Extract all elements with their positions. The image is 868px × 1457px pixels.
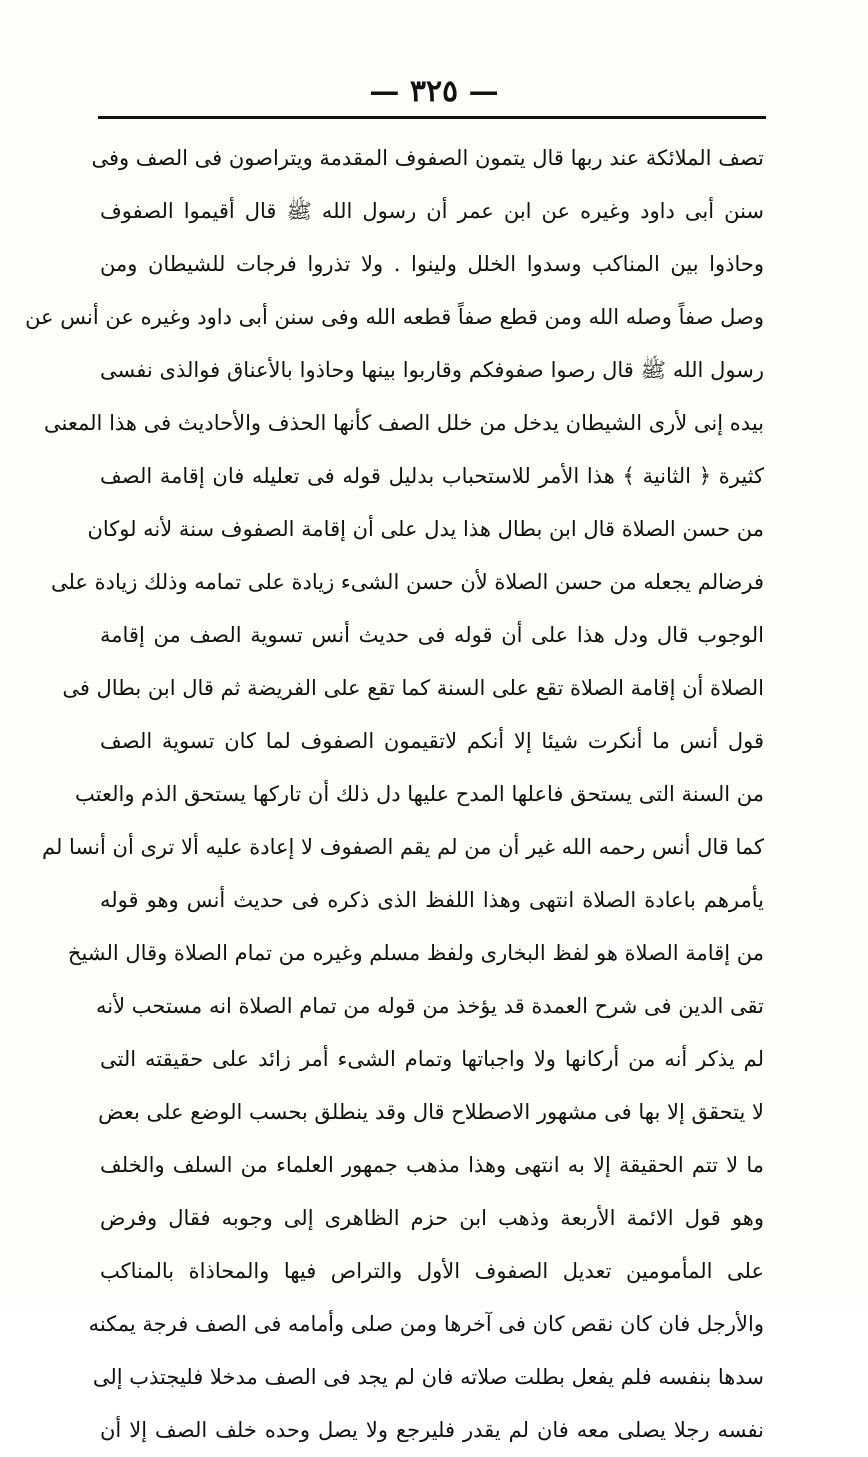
text-line: وحاذوا بين المناكب وسدوا الخلل ولينوا . ولا تذروا فرجات للشيطان ومن (100, 252, 764, 276)
header-rule (98, 116, 766, 119)
text-line: كثيرة ﴿ الثانية ﴾ هذا الأمر للاستحباب بدليل قوله فى تعليله فان إقامة الصف (100, 464, 764, 488)
text-line: الصلاة أن إقامة الصلاة تقع على السنة كما تقع على الفريضة ثم قال ابن بطال فى (62, 676, 764, 700)
text-line: الوجوب قال ودل هذا على أن قوله فى حديث أنس تسوية الصف من إقامة (100, 623, 764, 647)
text-line: لا يتحقق إلا بها فى مشهور الاصطلاح قال وقد ينطلق بحسب الوضع على بعض (98, 1100, 764, 1124)
text-line: وهو قول الائمة الأربعة وذهب ابن حزم الظاهرى إلى وجوبه فقال وفرض (100, 1206, 764, 1230)
text-line: يأمرهم باعادة الصلاة انتهى وهذا اللفظ الذى ذكره فى حديث أنس وهو قوله (100, 888, 764, 912)
text-line: ما لا تتم الحقيقة إلا به انتهى وهذا مذهب جمهور العلماء من السلف والخلف (100, 1153, 764, 1177)
text-line: بيده إنى لأرى الشيطان يدخل من خلل الصف كأنها الحذف والأحاديث فى هذا المعنى (44, 411, 764, 435)
text-line: والأرجل فان كان نقص كان فى آخرها ومن صلى وأمامه فى الصف فرجة يمكنه (88, 1312, 764, 1336)
text-line: وصل صفاً وصله الله ومن قطع صفاً قطعه الله وفى سنن أبى داود وغيره عن أنس عن (25, 305, 764, 329)
text-line: من إقامة الصلاة هو لفظ البخارى ولفظ مسلم وغيره من تمام الصلاة وقال الشيخ (67, 941, 764, 965)
text-line: من السنة التى يستحق فاعلها المدح عليها دل ذلك أن تاركها يستحق الذم والعتب (75, 782, 764, 806)
text-line: على المأمومين تعديل الصفوف الأول والتراص فيها والمحاذاة بالمناكب (100, 1259, 764, 1283)
text-line: نفسه رجلا يصلى معه فان لم يقدر فليرجع ولا يصل وحده خلف الصف إلا أن (100, 1418, 764, 1442)
text-line: كما قال أنس رحمه الله غير أن من لم يقم الصفوف لا إعادة عليه ألا ترى أن أنسا لم (42, 835, 764, 859)
text-line: فرضالم يجعله من حسن الصلاة لأن حسن الشىء زيادة على تمامه وذلك زيادة على (50, 570, 764, 594)
text-line: لم يذكر أنه من أركانها ولا واجباتها وتمام الشىء أمر زائد على حقيقته التى (100, 1047, 764, 1071)
text-line: سدها بنفسه فلم يفعل بطلت صلاته فان لم يجد فى الصف مدخلا فليجتذب إلى (92, 1365, 764, 1389)
text-line: من حسن الصلاة قال ابن بطال هذا يدل على أن إقامة الصفوف سنة لأنه لوكان (87, 517, 764, 541)
text-line: سنن أبى داود وغيره عن ابن عمر أن رسول الله ﷺ قال أقيموا الصفوف (100, 199, 764, 223)
text-line: تقى الدين فى شرح العمدة قد يؤخذ من قوله من تمام الصلاة انه مستحب لأنه (96, 994, 764, 1018)
body-text (25, 132, 764, 1457)
page-number: — ٣٢٥ — (369, 74, 499, 109)
text-line: قول أنس ما أنكرت شيئا إلا أنكم لاتقيمون الصفوف لما كان تسوية الصف (100, 729, 764, 753)
text-line: رسول الله ﷺ قال رصوا صفوفكم وقاربوا بينها وحاذوا بالأعناق فوالذى نفسى (100, 358, 764, 382)
text-line: تصف الملائكة عند ربها قال يتمون الصفوف المقدمة ويتراصون فى الصف وفى (91, 146, 764, 170)
